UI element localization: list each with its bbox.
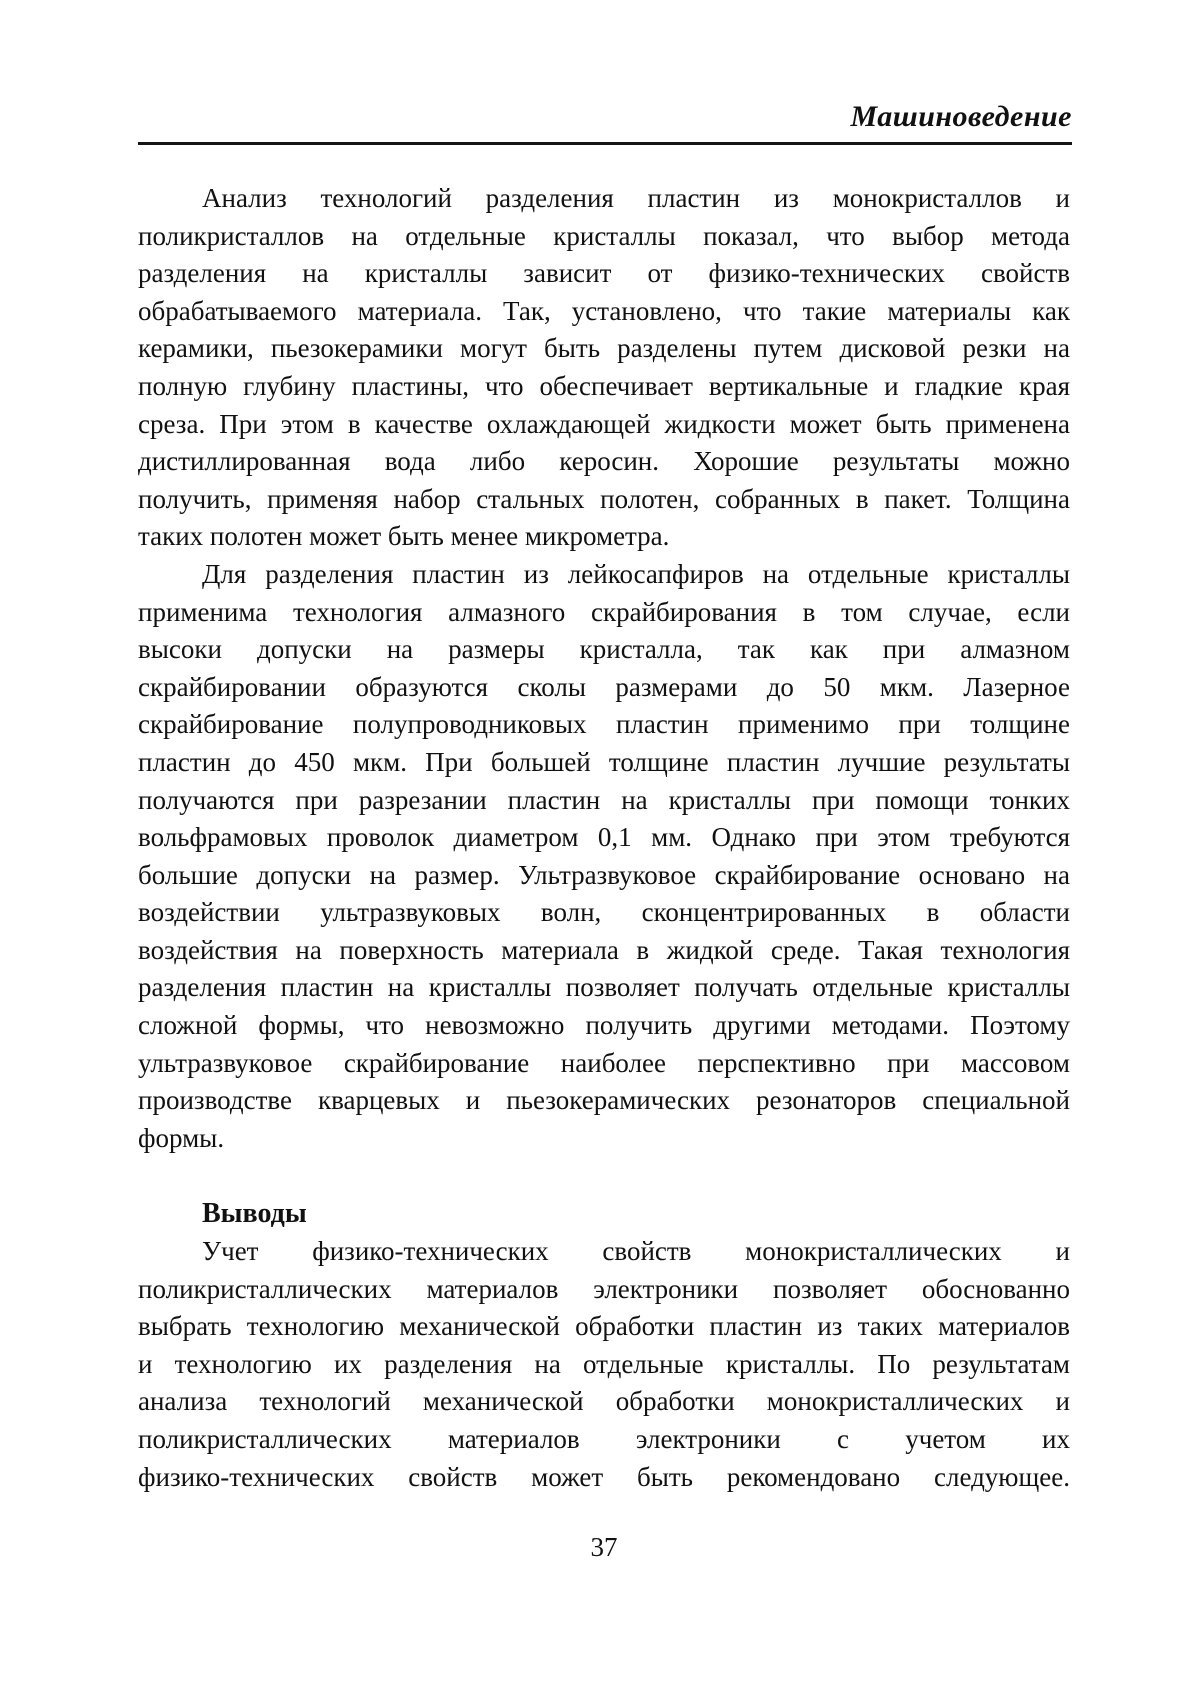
text-line: физико-технических свойств может быть рекомендовано следующее. <box>138 1461 1070 1492</box>
section-heading-conclusions: Выводы <box>202 1198 307 1230</box>
text-line: полную глубину пластины, что обеспечивает вертикальные и гладкие края <box>138 370 1070 401</box>
header-rule <box>138 142 1072 145</box>
text-line: среза. При этом в качестве охлаждающей жидкости может быть применена <box>138 408 1070 439</box>
text-line: анализа технологий механической обработки монокристаллических и <box>138 1386 1070 1417</box>
paragraph-separation-analysis <box>138 180 1070 556</box>
page-number: 37 <box>590 1532 618 1562</box>
text-line: поликристаллических материалов электроники с учетом их <box>138 1424 1070 1454</box>
text-line: дистиллированная вода либо керосин. Хорошие результаты можно <box>138 446 1070 477</box>
text-line: поликристаллических материалов электроники позволяет обоснованно <box>138 1273 1070 1304</box>
text-line: обрабатываемого материала. Так, установлено, что такие материалы как <box>138 295 1070 326</box>
text-line: керамики, пьезокерамики могут быть разделены путем дисковой резки на <box>138 333 1070 364</box>
text-line: получить, применяя набор стальных полотен, собранных в пакет. Толщина <box>138 483 1070 514</box>
text-line: формы. <box>138 1122 225 1153</box>
text-line: пластин до 450 мкм. При большей толщине пластин лучшие результаты <box>138 746 1070 777</box>
text-line: скрайбирование полупроводниковых пластин применимо при толщине <box>138 709 1070 740</box>
paragraph-scribing-technologies <box>138 556 1070 1158</box>
text-line: Для разделения пластин из лейкосапфиров на отдельные кристаллы <box>202 558 1070 589</box>
text-line: ультразвуковое скрайбирование наиболее перспективно при массовом <box>138 1047 1070 1078</box>
text-line: получаются при разрезании пластин на кристаллы при помощи тонких <box>138 784 1070 815</box>
text-line: большие допуски на размер. Ультразвуковое скрайбирование основано на <box>138 859 1070 890</box>
text-line: сложной формы, что невозможно получить другими методами. Поэтому <box>138 1010 1070 1041</box>
text-line: разделения на кристаллы зависит от физико-технических свойств <box>138 258 1070 289</box>
text-line: и технологию их разделения на отдельные кристаллы. По результатам <box>138 1348 1070 1379</box>
text-line: выбрать технологию механической обработки пластин из таких материалов <box>138 1311 1070 1342</box>
text-line: воздействии ультразвуковых волн, сконцентрированных в области <box>138 897 1070 928</box>
text-line: Анализ технологий разделения пластин из монокристаллов и <box>202 183 1070 213</box>
text-line: производстве кварцевых и пьезокерамических резонаторов специальной <box>138 1085 1070 1116</box>
running-head: Машиноведение <box>850 100 1072 133</box>
text-line: Учет физико-технических свойств монокристаллических и <box>202 1236 1070 1267</box>
text-line: поликристаллов на отдельные кристаллы показал, что выбор метода <box>138 220 1070 251</box>
text-line: воздействия на поверхность материала в жидкой среде. Такая технология <box>138 934 1070 965</box>
text-line: применима технология алмазного скрайбирования в том случае, если <box>138 596 1070 627</box>
text-line: разделения пластин на кристаллы позволяет получать отдельные кристаллы <box>138 972 1070 1003</box>
text-line: высоки допуски на размеры кристалла, так как при алмазном <box>138 634 1070 665</box>
article-body <box>138 180 1070 1496</box>
text-line: таких полотен может быть менее микрометра. <box>138 521 670 552</box>
text-line: скрайбировании образуются сколы размерами до 50 мкм. Лазерное <box>138 671 1070 702</box>
text-line: вольфрамовых проволок диаметром 0,1 мм. Однако при этом требуются <box>138 822 1070 853</box>
paragraph-conclusions <box>138 1233 1070 1496</box>
